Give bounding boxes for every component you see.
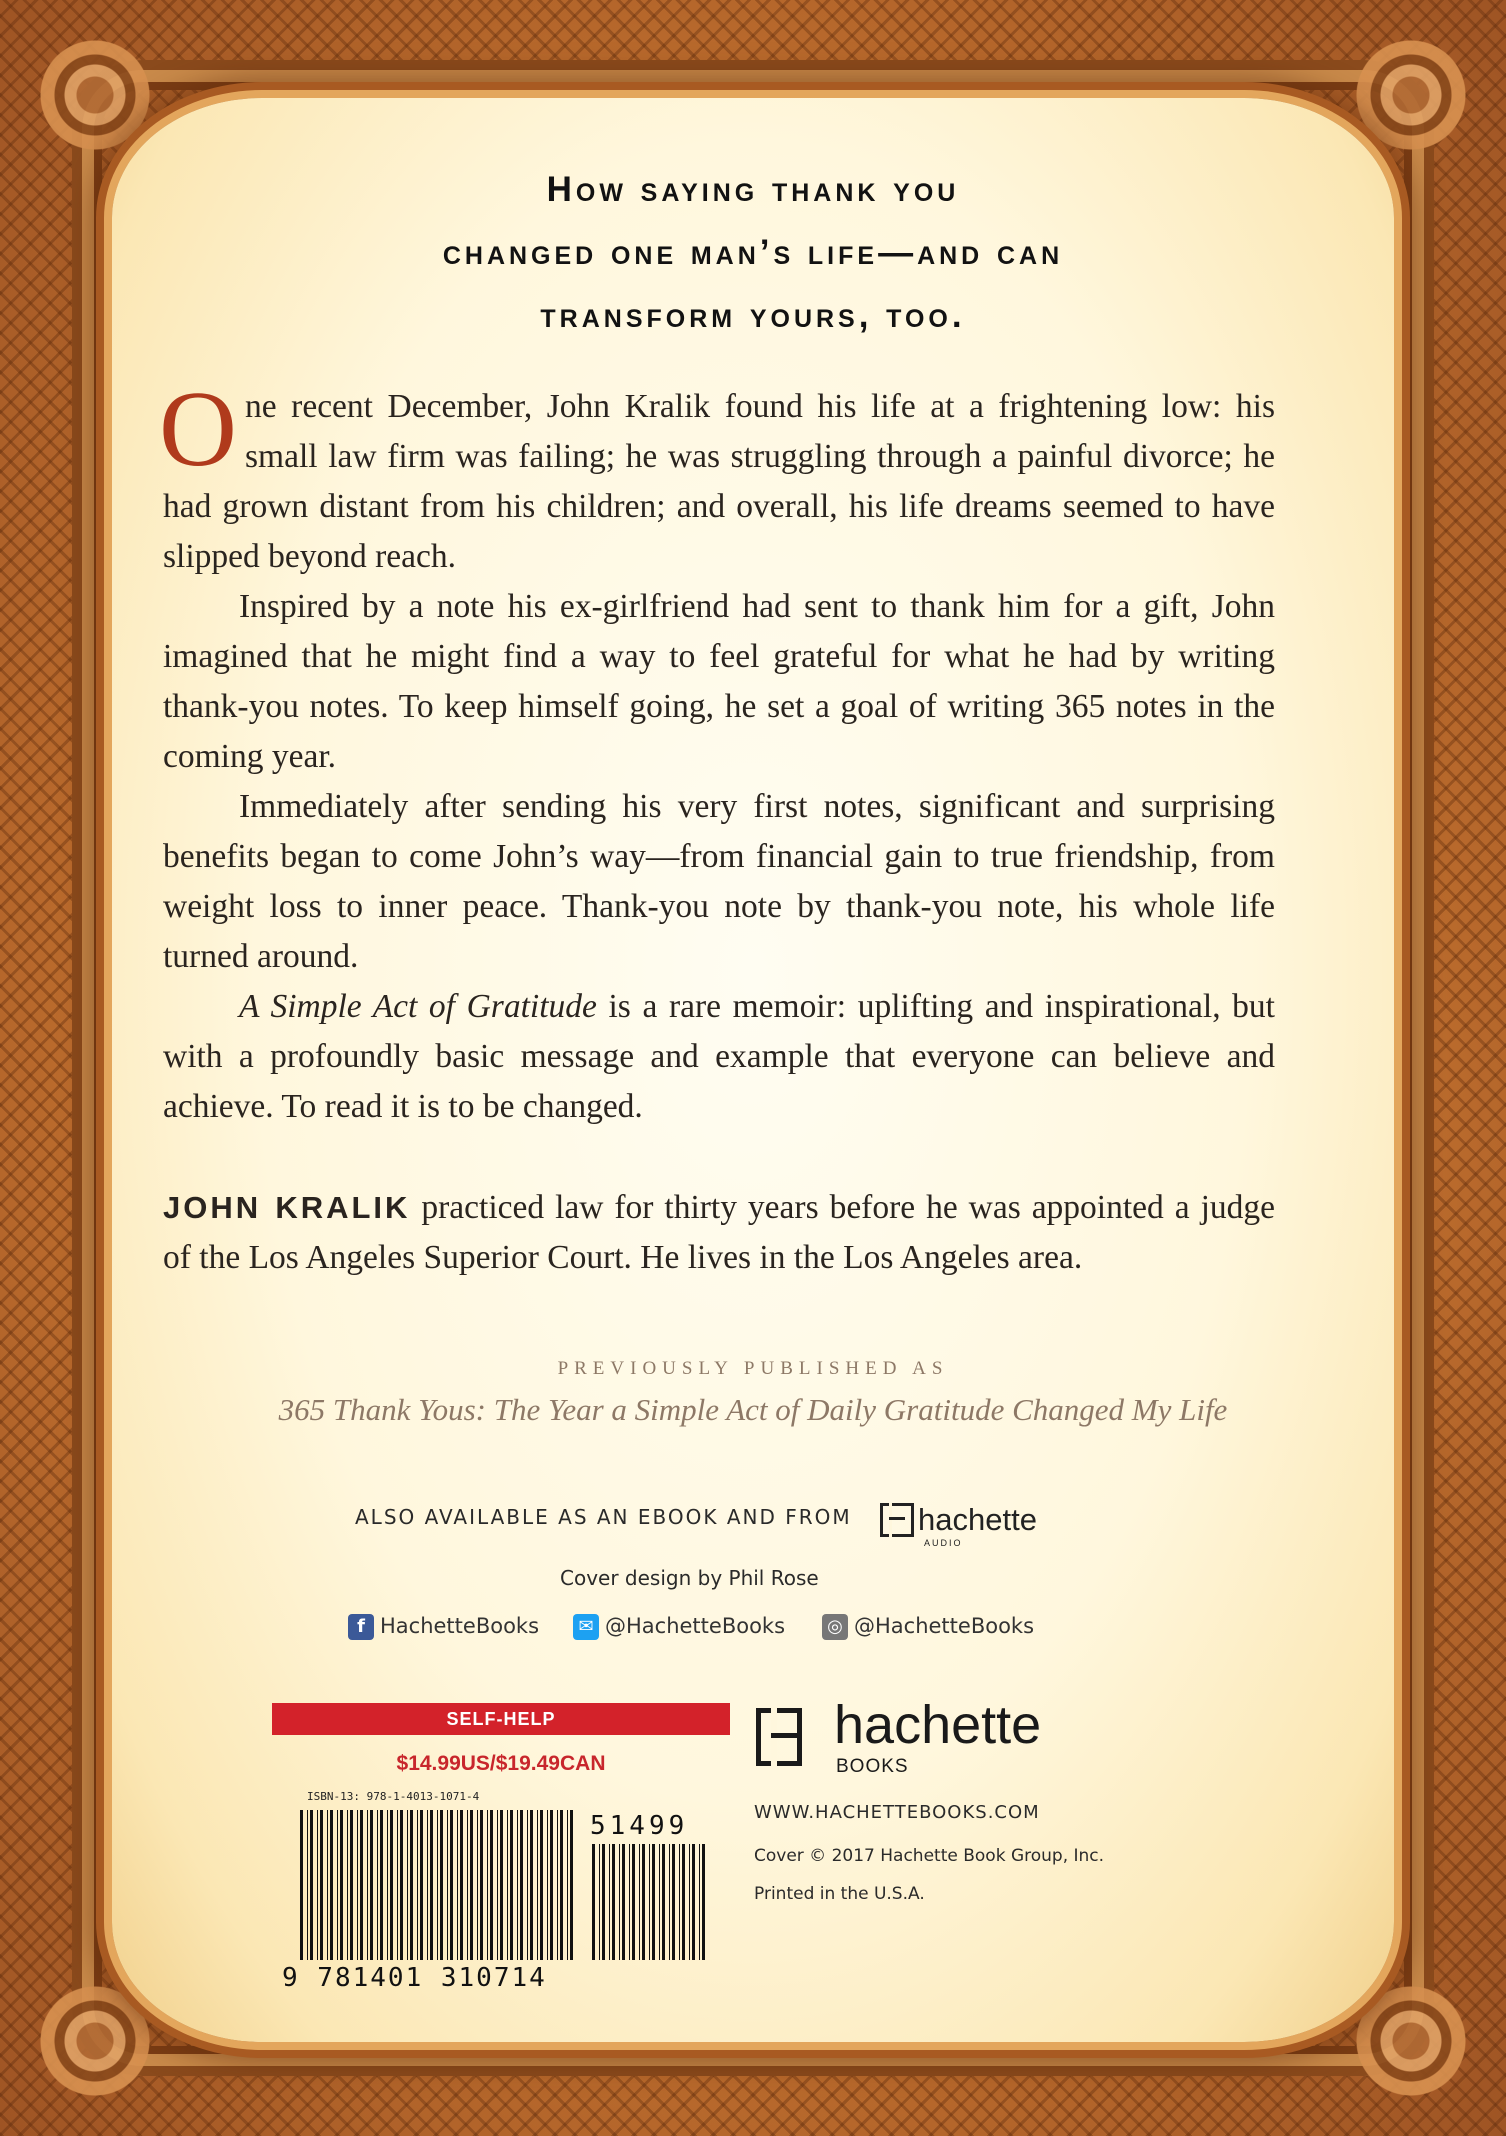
barcode-digits: 9 781401 310714 <box>282 1963 547 1993</box>
barcode-bar <box>400 1810 403 1960</box>
social-handle: @HachetteBooks <box>854 1614 1035 1638</box>
corner-scroll-ornament <box>40 40 150 150</box>
barcode-bar <box>440 1810 443 1960</box>
barcode-bar <box>470 1810 473 1960</box>
barcode-bar <box>377 1810 378 1960</box>
barcode-bar <box>420 1810 423 1960</box>
barcode-bar <box>347 1810 348 1960</box>
barcode-bar <box>397 1810 398 1960</box>
barcode-bar <box>370 1810 373 1960</box>
isbn-label: ISBN-13: 978-1-4013-1071-4 <box>307 1790 480 1803</box>
paragraph: Immediately after sending his very first notes, significant and surprising benefits began to come John’s way—from financial gain to true friendship, from weight loss to inner peace. Thank-you note by thank-you note, his whole life turned around. <box>163 788 1275 975</box>
barcode-price-code: 51499 <box>590 1811 689 1841</box>
barcode-bar <box>507 1810 508 1960</box>
barcode-bar <box>639 1844 640 1960</box>
barcode-bar <box>632 1844 635 1960</box>
author-name: JOHN KRALIK <box>163 1190 411 1225</box>
headline <box>160 158 1346 347</box>
barcode-bar <box>659 1844 660 1960</box>
barcode-bar <box>380 1810 383 1960</box>
corner-scroll-ornament <box>40 1986 150 2096</box>
barcode-bar <box>570 1810 573 1960</box>
barcode-bar <box>320 1810 323 1960</box>
paragraph-text: is a rare memoir: uplifting and inspirational, but with a profoundly basic message and example that everyone can believe and achieve. To read it is to be changed. <box>163 988 1275 1125</box>
printed-in: Printed in the U.S.A. <box>754 1884 925 1904</box>
headline-line: transform yours, too. <box>540 296 966 335</box>
barcode-bar <box>317 1810 318 1960</box>
social-handle: @HachetteBooks <box>605 1614 786 1638</box>
barcode-bar <box>437 1810 438 1960</box>
barcode-bar <box>567 1810 568 1960</box>
corner-scroll-ornament <box>1356 1986 1466 2096</box>
barcode-bar <box>407 1810 408 1960</box>
previously-published-label: PREVIOUSLY PUBLISHED AS <box>557 1358 949 1379</box>
paragraph-text: ne recent December, John Kralik found his life at a frightening low: his small law firm was failing; he was struggling through a painful divorce; he had grown distant from his children; and overall, his life dreams seemed to have slipped beyond reach. <box>163 388 1275 575</box>
price-barcode <box>590 1844 710 1960</box>
barcode-bar <box>649 1844 650 1960</box>
copyright: Cover © 2017 Hachette Book Group, Inc. <box>754 1846 1105 1866</box>
barcode-bar <box>557 1810 558 1960</box>
barcode-bar <box>360 1810 363 1960</box>
barcode-bar <box>300 1810 303 1960</box>
barcode-bar <box>702 1844 705 1960</box>
barcode-bar <box>427 1810 428 1960</box>
barcode-bar <box>619 1844 620 1960</box>
barcode-bar <box>307 1810 308 1960</box>
book-title: A Simple Act of Gratitude <box>239 988 597 1025</box>
barcode-bar <box>480 1810 483 1960</box>
headline-line: changed one man’s life—and can <box>442 233 1064 272</box>
barcode-bar <box>592 1844 595 1960</box>
website: WWW.HACHETTEBOOKS.COM <box>754 1802 1040 1823</box>
category-band: SELF-HELP <box>272 1703 730 1735</box>
cover-credit: Cover design by Phil Rose <box>560 1566 819 1590</box>
barcode-bar <box>679 1844 680 1960</box>
barcode-bar <box>547 1810 548 1960</box>
barcode-bar <box>337 1810 338 1960</box>
barcode-bar <box>520 1810 523 1960</box>
author-bio-text: practiced law for thirty years before he was appointed a judge of the Los Angeles Superior Court. He lives in the Los Angeles area. <box>163 1189 1275 1276</box>
paragraph: Inspired by a note his ex-girlfriend had sent to thank him for a gift, John imagined that he might find a way to feel grateful for what he had by writing thank-you notes. To keep himself going, he set a goal of writing 365 notes in the coming year. <box>163 588 1275 775</box>
price: $14.99US/$19.49CAN <box>396 1752 606 1775</box>
barcode-bar <box>487 1810 488 1960</box>
barcode-bar <box>450 1810 453 1960</box>
barcode-bar <box>310 1810 313 1960</box>
social-twitter <box>573 1614 785 1640</box>
facebook-icon: f <box>348 1614 374 1640</box>
paragraph <box>163 982 1275 1132</box>
barcode-bar <box>652 1844 655 1960</box>
barcode-bar <box>662 1844 665 1960</box>
barcode-bar <box>417 1810 418 1960</box>
barcode-bar <box>387 1810 388 1960</box>
twitter-icon: ✉ <box>573 1614 599 1640</box>
barcode-bar <box>327 1810 328 1960</box>
isbn-barcode <box>298 1810 578 1960</box>
barcode-bar <box>477 1810 478 1960</box>
barcode-bar <box>390 1810 393 1960</box>
barcode-bar <box>682 1844 685 1960</box>
barcode-bar <box>457 1810 458 1960</box>
social-facebook <box>348 1614 539 1640</box>
barcode-bar <box>350 1810 353 1960</box>
barcode-bar <box>599 1844 600 1960</box>
barcode-bar <box>669 1844 670 1960</box>
barcode-bar <box>447 1810 448 1960</box>
hachette-audio-sub: AUDIO <box>924 1538 963 1548</box>
drop-cap: O <box>159 370 237 489</box>
barcode-bar <box>330 1810 333 1960</box>
barcode-bar <box>642 1844 645 1960</box>
barcode-bar <box>537 1810 538 1960</box>
hachette-audio-word: hachette <box>918 1502 1037 1537</box>
author-bio <box>163 1183 1275 1283</box>
barcode-bar <box>430 1810 433 1960</box>
headline-line: How saying thank you <box>546 170 960 209</box>
barcode-bar <box>460 1810 463 1960</box>
barcode-bar <box>517 1810 518 1960</box>
barcode-bar <box>340 1810 343 1960</box>
barcode-bar <box>629 1844 630 1960</box>
barcode-bar <box>672 1844 675 1960</box>
barcode-bar <box>699 1844 700 1960</box>
description <box>159 370 1275 1132</box>
barcode-bar <box>560 1810 563 1960</box>
social-handle: HachetteBooks <box>380 1614 540 1638</box>
barcode-bar <box>612 1844 615 1960</box>
barcode-bar <box>602 1844 605 1960</box>
barcode-bar <box>510 1810 513 1960</box>
barcode-bar <box>692 1844 695 1960</box>
barcode-bar <box>609 1844 610 1960</box>
hachette-audio-logo <box>880 1502 1037 1548</box>
barcode-bar <box>497 1810 498 1960</box>
hachette-h-icon <box>756 1708 802 1766</box>
previous-title: 365 Thank Yous: The Year a Simple Act of Daily Gratitude Changed My Life <box>278 1392 1228 1427</box>
barcode-bar <box>467 1810 468 1960</box>
barcode-bar <box>357 1810 358 1960</box>
barcode-bar <box>540 1810 543 1960</box>
instagram-icon: ◎ <box>822 1614 848 1640</box>
hachette-h-icon <box>880 1503 914 1537</box>
barcode-bar <box>530 1810 533 1960</box>
barcode-bar <box>410 1810 413 1960</box>
barcode-bar <box>490 1810 493 1960</box>
barcode-bar <box>550 1810 553 1960</box>
publisher-word: hachette <box>834 1695 1042 1755</box>
barcode-bar <box>500 1810 503 1960</box>
social-instagram <box>822 1614 1034 1640</box>
corner-scroll-ornament <box>1356 40 1466 150</box>
barcode-bar <box>367 1810 368 1960</box>
paragraph <box>159 370 1275 582</box>
publisher-sub: BOOKS <box>836 1756 909 1777</box>
also-available-text: ALSO AVAILABLE AS AN EBOOK AND FROM <box>355 1505 852 1529</box>
barcode-bar <box>689 1844 690 1960</box>
barcode-bar <box>527 1810 528 1960</box>
barcode-bar <box>622 1844 625 1960</box>
